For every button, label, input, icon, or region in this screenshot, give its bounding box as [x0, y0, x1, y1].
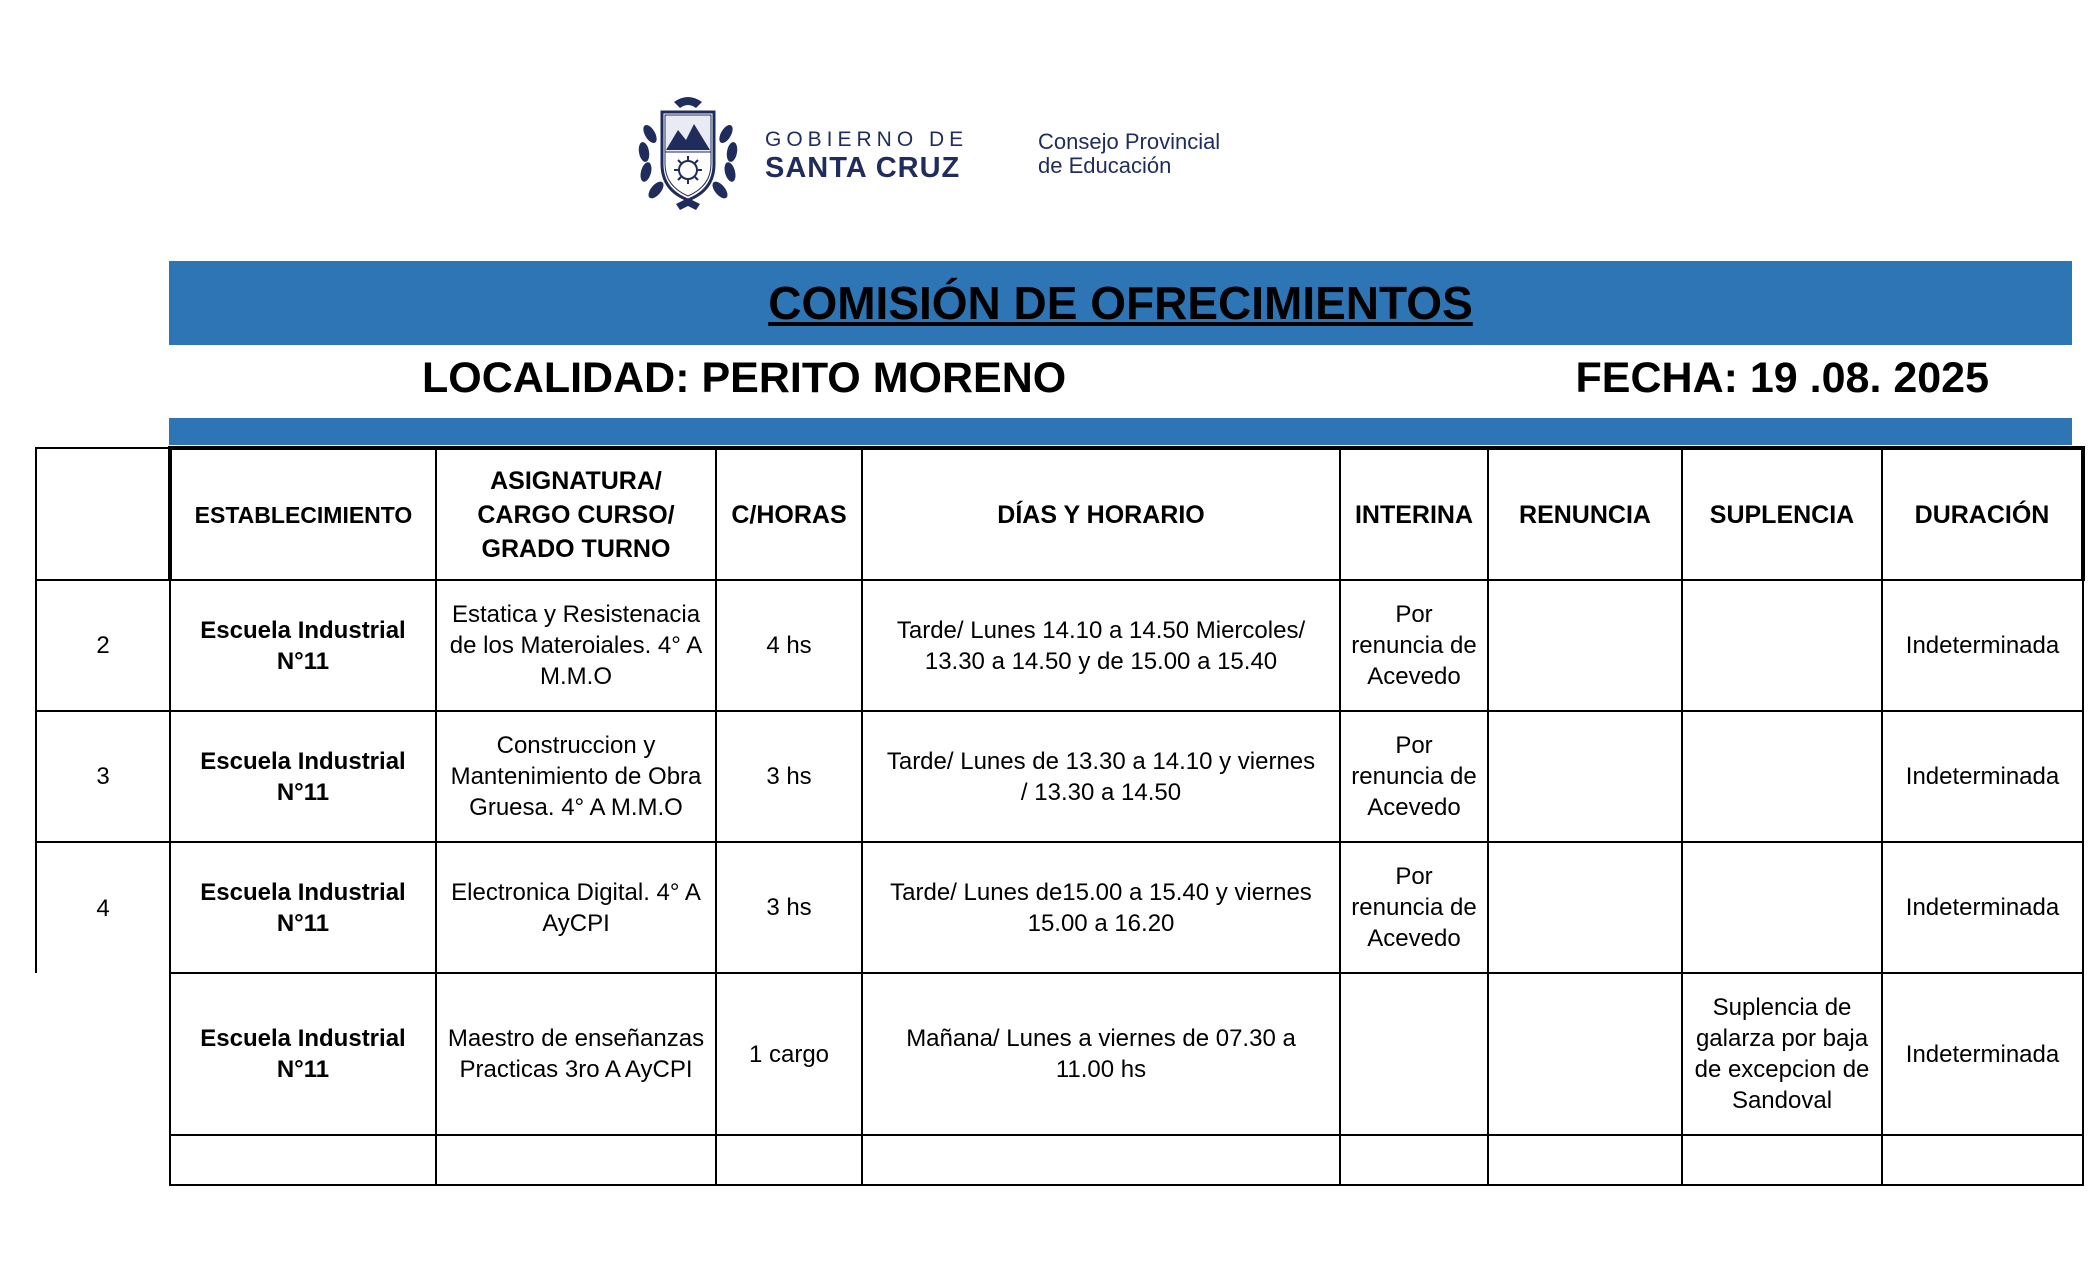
- empty-cell: [436, 1135, 716, 1185]
- header-asignatura-line2: CARGO CURSO/: [477, 500, 675, 529]
- table-header-row: [36, 448, 2083, 580]
- interina-line2: renuncia de: [1351, 763, 1477, 790]
- table-row: [36, 580, 2083, 711]
- suplencia-cell: [1682, 580, 1882, 711]
- organization-name-line2: de Educación: [1038, 153, 1172, 178]
- subtitle-row: [169, 354, 2072, 410]
- horas-cell: 3 hs: [716, 711, 862, 842]
- asignatura-line3: M.M.O: [540, 663, 612, 690]
- suplencia-cell: [1682, 711, 1882, 842]
- asignatura-line1: Maestro de enseñanzas: [447, 1025, 705, 1052]
- header-horas: C/HORAS: [716, 448, 862, 580]
- header-dias: DÍAS Y HORARIO: [862, 448, 1340, 580]
- asignatura-cell: [436, 711, 716, 842]
- table-row: [36, 973, 2083, 1135]
- empty-cell: [1882, 1135, 2083, 1185]
- interina-cell: [1340, 711, 1488, 842]
- duracion-cell: Indeterminada: [1882, 711, 2083, 842]
- empty-cell: [862, 1135, 1340, 1185]
- interina-line3: Acevedo: [1367, 925, 1461, 952]
- establecimiento-cell: [170, 842, 436, 973]
- establecimiento-line1: Escuela Industrial: [200, 1025, 406, 1052]
- suplencia-cell: [1682, 973, 1882, 1135]
- asignatura-line2: Mantenimiento de Obra: [450, 763, 702, 790]
- title-band: [169, 261, 2072, 345]
- suplencia-line3: de excepcion de: [1694, 1056, 1870, 1083]
- table-row: [36, 842, 2083, 973]
- horas-cell: 1 cargo: [716, 973, 862, 1135]
- establecimiento-line2: N°11: [276, 1056, 330, 1083]
- header-suplencia: SUPLENCIA: [1682, 448, 1882, 580]
- interina-line3: Acevedo: [1367, 663, 1461, 690]
- dias-line2: 11.00 hs: [1055, 1056, 1147, 1083]
- header-asignatura-line1: ASIGNATURA/: [490, 466, 662, 495]
- dias-horario-cell: [862, 973, 1340, 1135]
- suplencia-line4: Sandoval: [1731, 1087, 1833, 1114]
- establecimiento-line1: Escuela Industrial: [200, 878, 406, 906]
- renuncia-cell: [1488, 580, 1682, 711]
- dias-horario-cell: [862, 711, 1340, 842]
- header-interina: INTERINA: [1340, 448, 1488, 580]
- page-title: COMISIÓN DE OFRECIMIENTOS: [768, 277, 1473, 329]
- organization-name-line1: Consejo Provincial: [1038, 129, 1221, 154]
- interina-line3: Acevedo: [1367, 794, 1461, 821]
- establecimiento-line2: N°11: [276, 647, 330, 675]
- government-name-line1: GOBIERNO DE: [765, 128, 969, 151]
- dias-line1: Tarde/ Lunes 14.10 a 14.50 Miercoles/: [896, 616, 1306, 644]
- establecimiento-cell: [170, 580, 436, 711]
- dias-horario-cell: [862, 580, 1340, 711]
- dias-line2: 15.00 a 16.20: [1027, 909, 1175, 937]
- asignatura-line1: Estatica y Resistenacia: [451, 601, 701, 628]
- table-row: [36, 711, 2083, 842]
- horas-cell: 3 hs: [716, 842, 862, 973]
- interina-line2: renuncia de: [1351, 894, 1477, 921]
- asignatura-line1: Construccion y: [496, 732, 656, 759]
- government-name: [765, 128, 968, 184]
- establecimiento-line1: Escuela Industrial: [200, 747, 406, 775]
- duracion-cell: Indeterminada: [1882, 580, 2083, 711]
- asignatura-line2: de los Materoiales. 4° A: [449, 632, 703, 659]
- header-asignatura: [436, 448, 716, 580]
- establecimiento-line2: N°11: [276, 909, 330, 937]
- asignatura-line2: AyCPI: [542, 909, 610, 937]
- empty-cell: [1682, 1135, 1882, 1185]
- interina-line1: Por: [1395, 601, 1433, 628]
- fecha-label: FECHA: 19 .08. 2025: [1575, 354, 1989, 402]
- renuncia-cell: [1488, 711, 1682, 842]
- duracion-cell: Indeterminada: [1882, 842, 2083, 973]
- suplencia-line2: galarza por baja: [1695, 1025, 1869, 1052]
- header-number-cell: [36, 448, 170, 580]
- renuncia-cell: [1488, 842, 1682, 973]
- interina-line1: Por: [1395, 732, 1433, 759]
- header-establecimiento: ESTABLECIMIENTO: [170, 448, 436, 580]
- empty-cell: [170, 1135, 436, 1185]
- header-renuncia: RENUNCIA: [1488, 448, 1682, 580]
- asignatura-cell: [436, 842, 716, 973]
- asignatura-line3: Gruesa. 4° A M.M.O: [469, 794, 683, 821]
- dias-line1: Mañana/ Lunes a viernes de 07.30 a: [906, 1025, 1296, 1052]
- asignatura-cell: [436, 973, 716, 1135]
- dias-line2: / 13.30 a 14.50: [1020, 778, 1182, 806]
- asignatura-cell: [436, 580, 716, 711]
- interina-cell: [1340, 842, 1488, 973]
- offers-table: [35, 446, 2085, 1186]
- government-name-line2: SANTA CRUZ: [765, 152, 961, 184]
- asignatura-line1: Electronica Digital. 4° A: [451, 878, 701, 906]
- duracion-cell: Indeterminada: [1882, 973, 2083, 1135]
- row-number: 3: [36, 711, 170, 842]
- empty-cell: [1488, 1135, 1682, 1185]
- suplencia-cell: [1682, 842, 1882, 973]
- suplencia-line1: Suplencia de: [1712, 994, 1852, 1021]
- empty-cell: [716, 1135, 862, 1185]
- interina-cell: [1340, 973, 1488, 1135]
- dias-line1: Tarde/ Lunes de 13.30 a 14.10 y viernes: [886, 747, 1316, 775]
- interina-line2: renuncia de: [1351, 632, 1477, 659]
- dias-line2: 13.30 a 14.50 y de 15.00 a 15.40: [924, 647, 1278, 675]
- organization-name: [1038, 130, 1220, 178]
- row-number-empty: [36, 1135, 170, 1185]
- table-row-empty: [36, 1135, 2083, 1185]
- interina-cell: [1340, 580, 1488, 711]
- renuncia-cell: [1488, 973, 1682, 1135]
- establecimiento-line2: N°11: [276, 778, 330, 806]
- empty-cell: [1340, 1135, 1488, 1185]
- header-duracion: DURACIÓN: [1882, 448, 2083, 580]
- localidad-label: LOCALIDAD: PERITO MORENO: [422, 354, 1067, 402]
- interina-line1: Por: [1395, 863, 1433, 890]
- asignatura-line2: Practicas 3ro A AyCPI: [459, 1056, 693, 1083]
- row-number: 2: [36, 580, 170, 711]
- header-logo: [636, 94, 1276, 216]
- row-number: [36, 973, 170, 1135]
- row-number: 4: [36, 842, 170, 973]
- establecimiento-cell: [170, 973, 436, 1135]
- offers-table-wrapper: [35, 446, 2085, 1186]
- establecimiento-line1: Escuela Industrial: [200, 616, 406, 644]
- provincial-seal-icon: [636, 94, 740, 216]
- horas-cell: 4 hs: [716, 580, 862, 711]
- dias-horario-cell: [862, 842, 1340, 973]
- establecimiento-cell: [170, 711, 436, 842]
- dias-line1: Tarde/ Lunes de15.00 a 15.40 y viernes: [890, 878, 1312, 906]
- header-asignatura-line3: GRADO TURNO: [481, 534, 671, 563]
- divider-band: [169, 418, 2072, 445]
